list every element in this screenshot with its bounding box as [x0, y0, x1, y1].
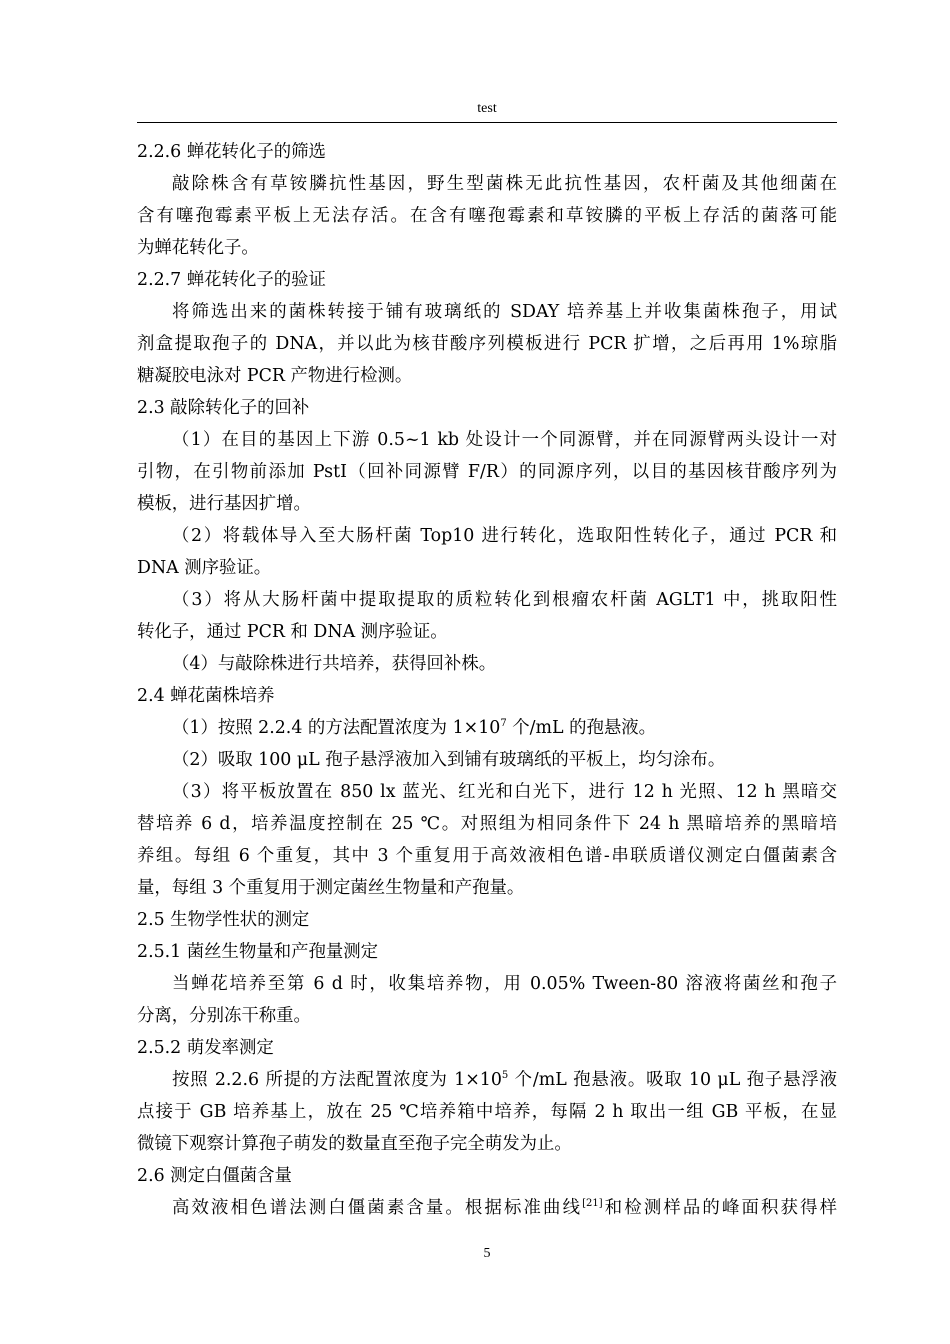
- body-text: [137, 136, 837, 1224]
- text-line: （2）吸取 100 μL 孢子悬浮液加入到铺有玻璃纸的平板上，均匀涂布。: [172, 750, 726, 770]
- text-line: 2.5.1 菌丝生物量和产孢量测定: [137, 942, 379, 962]
- text-line: （1）按照 2.2.4 的方法配置浓度为 $1\times 10^7$ 个/mL 的孢悬液。: [172, 718, 657, 738]
- text-line: （2）将载体导入至大肠杆菌 Top10 进行转化，选取阳性转化子，通过 PCR 和: [172, 526, 837, 546]
- header-rule: [137, 122, 837, 123]
- text-line: 微镜下观察计算孢子萌发的数量直至孢子完全萌发为止。: [137, 1134, 572, 1154]
- text-line: 敲除株含有草铵膦抗性基因，野生型菌株无此抗性基因，农杆菌及其他细菌在: [172, 174, 837, 194]
- text-line: （3）将从大肠杆菌中提取提取的质粒转化到根瘤农杆菌 AGLT1 中，挑取阳性: [172, 590, 837, 610]
- superscript: [21]: [582, 1198, 603, 1209]
- text-line: 高效液相色谱法测白僵菌素含量。根据标准曲线[21]和检测样品的峰面积获得样: [172, 1198, 837, 1218]
- text-line: 替培养 6 d，培养温度控制在 25 ℃。对照组为相同条件下 24 h 黑暗培养的黑暗培: [137, 814, 837, 834]
- superscript: 5: [501, 1070, 509, 1081]
- page-number: 5: [483, 1246, 491, 1261]
- text-line: 模板，进行基因扩增。: [137, 494, 311, 514]
- text-line: 2.6 测定白僵菌含量: [137, 1166, 292, 1186]
- text-line: 2.2.6 蝉花转化子的筛选: [137, 142, 326, 162]
- text-line: 点接于 GB 培养基上，放在 25 ℃培养箱中培养，每隔 2 h 取出一组 GB 平板，在显: [137, 1102, 837, 1122]
- text-line: 2.2.7 蝉花转化子的验证: [137, 270, 326, 290]
- text-line: 分离，分别冻干称重。: [137, 1006, 311, 1026]
- superscript: 7: [500, 718, 507, 729]
- text-line: （3）将平板放置在 850 lx 蓝光、红光和白光下，进行 12 h 光照、12 h 黑暗交: [172, 782, 837, 802]
- text-line: 当蝉花培养至第 6 d 时，收集培养物，用 0.05% Tween-80 溶液将菌丝和孢子: [172, 974, 837, 994]
- text-line: 糖凝胶电泳对 PCR 产物进行检测。: [137, 366, 413, 386]
- text-line: 2.4 蝉花菌株培养: [137, 686, 275, 706]
- text-line: 2.5 生物学性状的测定: [137, 910, 310, 930]
- text-line: 引物，在引物前添加 PstI（回补同源臂 F/R）的同源序列，以目的基因核苷酸序列为: [137, 462, 837, 482]
- text-line: 2.5.2 萌发率测定: [137, 1038, 274, 1058]
- text-line: 将筛选出来的菌株转接于铺有玻璃纸的 SDAY 培养基上并收集菌株孢子，用试: [172, 302, 837, 322]
- text-line: 剂盒提取孢子的 DNA，并以此为核苷酸序列模板进行 PCR 扩增，之后再用 1%琼脂: [137, 334, 837, 354]
- text-line: （1）在目的基因上下游 0.5~1 kb 处设计一个同源臂，并在同源臂两头设计一对: [172, 430, 837, 450]
- text-line: DNA 测序验证。: [137, 558, 272, 578]
- text-line: 转化子，通过 PCR 和 DNA 测序验证。: [137, 622, 448, 642]
- text-line: 养组。每组 6 个重复，其中 3 个重复用于高效液相色谱-串联质谱仪测定白僵菌素含: [137, 846, 837, 866]
- text-line: 为蝉花转化子。: [137, 238, 259, 258]
- text-line: 按照 2.2.6 所提的方法配置浓度为 $1\times 10^5$ 个/mL 孢悬液。吸取 10 μL 孢子悬浮液: [172, 1070, 837, 1090]
- page-header: test: [477, 101, 497, 116]
- text-line: （4）与敲除株进行共培养，获得回补株。: [172, 654, 497, 674]
- text-line: 2.3 敲除转化子的回补: [137, 398, 310, 418]
- text-line: 量，每组 3 个重复用于测定菌丝生物量和产孢量。: [137, 878, 525, 898]
- text-line: 含有噻孢霉素平板上无法存活。在含有噻孢霉素和草铵膦的平板上存活的菌落可能: [137, 206, 837, 226]
